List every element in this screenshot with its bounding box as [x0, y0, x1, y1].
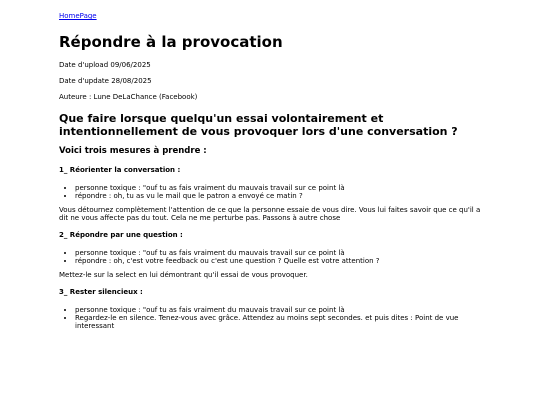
section-heading: 2_ Répondre par une question :: [59, 231, 183, 239]
list-item: • personne toxique : "ouf tu as fais vraiment du mauvais travail sur ce point là: [75, 184, 481, 192]
page-title: Répondre à la provocation: [59, 33, 283, 51]
section-1: [59, 166, 481, 222]
article-question: Que faire lorsque quelqu'un essai volontairement et intentionnellement de vous provoquer lors d'une conversation ?: [59, 112, 458, 138]
section-list: [59, 306, 481, 330]
homepage-link[interactable]: HomePage: [59, 12, 97, 20]
list-item: • Regardez-le en silence. Tenez-vous avec grâce. Attendez au moins sept secondes. et puis dites : Point de vue interessant: [75, 314, 481, 330]
section-heading: 3_ Rester silencieux :: [59, 288, 143, 296]
upload-date: Date d'upload 09/06/2025: [59, 61, 151, 69]
section-3: [59, 288, 481, 330]
list-item: • répondre : oh, tu as vu le mail que le patron a envoyé ce matin ?: [75, 192, 481, 200]
author-line: Auteure : Lune DeLaChance (Facebook): [59, 93, 198, 101]
list-item: • personne toxique : "ouf tu as fais vraiment du mauvais travail sur ce point là: [75, 306, 481, 314]
update-date: Date d'update 28/08/2025: [59, 77, 152, 85]
article-intro: Voici trois mesures à prendre :: [59, 146, 207, 156]
section-2: [59, 231, 481, 279]
section-heading: 1_ Réorienter la conversation :: [59, 166, 181, 174]
section-list: [59, 184, 481, 200]
section-text: Vous détournez complètement l'attention de ce que la personne essaie de vous dire. Vous lui faites savoir que ce qu'il a dit ne vous affecte pas du tout. Cela ne me perturbe pas. Passons à autre chose: [59, 206, 481, 222]
section-list: [59, 249, 481, 265]
list-item: • répondre : oh, c'est votre feedback ou c'est une question ? Quelle est votre attention ?: [75, 257, 481, 265]
list-item: • personne toxique : "ouf tu as fais vraiment du mauvais travail sur ce point là: [75, 249, 481, 257]
section-text: Mettez-le sur la select en lui démontrant qu'il essai de vous provoquer.: [59, 271, 308, 279]
